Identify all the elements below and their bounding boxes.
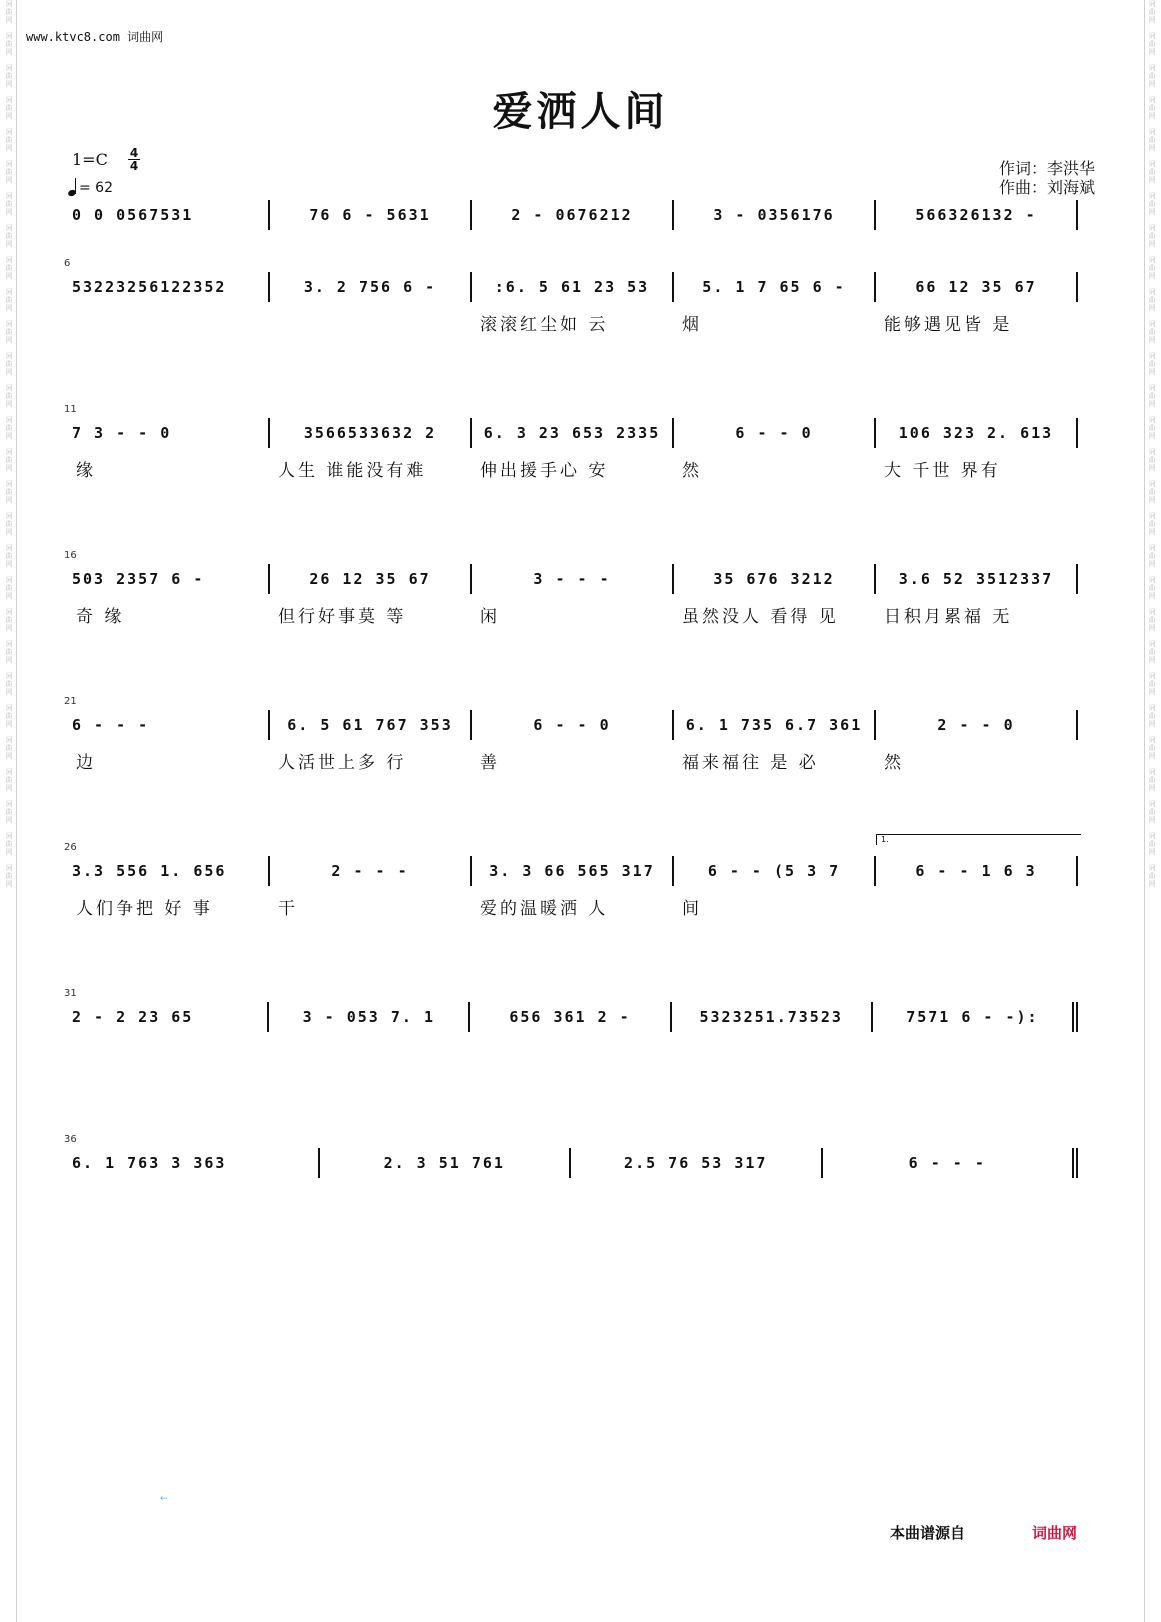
measure-number: 21 (64, 696, 77, 707)
watermark-text: 词曲网 (5, 480, 13, 504)
measure: 2 - 0676212 (472, 200, 674, 230)
site-url: www.ktvc8.com 词曲网 (26, 30, 164, 44)
watermark-text: 词曲网 (5, 576, 13, 600)
lyric-text: 虽然没人 看得 见 (682, 607, 839, 627)
lyric-text: 人们争把 好 事 (76, 899, 213, 919)
lyric-text: 伸出援手心 安 (480, 461, 609, 481)
lyrics-row (68, 602, 1078, 628)
footer-mark: ← (160, 1494, 168, 1504)
measure: 6 - - - (68, 710, 270, 740)
lyrics-row (68, 456, 1078, 482)
measure: 656 361 2 - (470, 1002, 671, 1032)
watermark-text: 词曲网 (5, 96, 13, 120)
tempo-value: = 62 (79, 180, 113, 196)
measure: 6. 5 61 767 353 (270, 710, 472, 740)
watermark-text: 词曲网 (1148, 416, 1156, 440)
notation-row (68, 710, 1078, 740)
watermark-text: 词曲网 (5, 832, 13, 856)
watermark-text: 词曲网 (1148, 832, 1156, 856)
measure: 3 - - - (472, 564, 674, 594)
song-title: 爱洒人间 (492, 88, 669, 135)
lyric-text: 干 (278, 899, 298, 919)
lyric-text: 边 (76, 753, 96, 773)
left-watermark-strip (2, 0, 17, 1622)
lyrics-row (68, 748, 1078, 774)
measure: 503 2357 6 - (68, 564, 270, 594)
measure: 2. 3 51 761 (320, 1148, 572, 1178)
watermark-text: 词曲网 (5, 416, 13, 440)
notation-row (68, 418, 1078, 448)
watermark-text: 词曲网 (5, 800, 13, 824)
notation-row (68, 856, 1078, 886)
watermark-text: 词曲网 (1148, 544, 1156, 568)
watermark-text: 词曲网 (1148, 320, 1156, 344)
lyric-text (270, 310, 472, 336)
watermark-text: 词曲网 (1148, 512, 1156, 536)
measure: 3566533632 2 (270, 418, 472, 448)
watermark-text: 词曲网 (5, 352, 13, 376)
measure: 35 676 3212 (674, 564, 876, 594)
measure: 5. 1 7 65 6 - (674, 272, 876, 302)
composer-credit: 作曲：刘海斌 (998, 178, 1095, 197)
measure: :6. 5 61 23 53 (472, 272, 674, 302)
tempo-marking (68, 180, 113, 196)
watermark-text: 词曲网 (1148, 32, 1156, 56)
measure: 3. 3 66 565 317 (472, 856, 674, 886)
watermark-text: 词曲网 (5, 192, 13, 216)
watermark-text: 词曲网 (1148, 0, 1156, 24)
measure: 26 12 35 67 (270, 564, 472, 594)
notation-row (68, 564, 1078, 594)
watermark-text: 词曲网 (5, 704, 13, 728)
watermark-text: 词曲网 (5, 736, 13, 760)
watermark-text: 词曲网 (5, 256, 13, 280)
measure: 3. 2 756 6 - (270, 272, 472, 302)
lyric-text: 然 (682, 461, 702, 481)
key-label: 1=C (72, 150, 108, 169)
watermark-text: 词曲网 (5, 864, 13, 888)
measure: 6 - - 1 6 3 (876, 856, 1078, 886)
watermark-text: 词曲网 (1148, 608, 1156, 632)
measure: 7 3 - - 0 (68, 418, 270, 448)
lyric-text: 福来福往 是 必 (682, 753, 819, 773)
lyric-text: 日积月累福 无 (884, 607, 1013, 627)
lyric-text: 奇 缘 (76, 607, 125, 627)
lyrics-row (68, 894, 1078, 920)
watermark-text: 词曲网 (5, 672, 13, 696)
lyric-text: 间 (682, 899, 702, 919)
measure: 3 - 053 7. 1 (269, 1002, 470, 1032)
lyric-text: 爱的温暖洒 人 (480, 899, 609, 919)
notation-row (68, 272, 1078, 302)
measure: 6 - - 0 (674, 418, 876, 448)
measure: 0 0 0567531 (68, 200, 270, 230)
watermark-text: 词曲网 (1148, 352, 1156, 376)
measure: 3.3 556 1. 656 (68, 856, 270, 886)
measure: 3 - 0356176 (674, 200, 876, 230)
measure: 6. 1 735 6.7 361 (674, 710, 876, 740)
lyric-text: 大 千世 界有 (884, 461, 1001, 481)
footer-site-link[interactable]: 词曲网 (1032, 1524, 1078, 1542)
lyric-text (876, 894, 1078, 920)
measure: 76 6 - 5631 (270, 200, 472, 230)
measure-number: 16 (64, 550, 77, 561)
notation-row (68, 200, 1078, 230)
watermark-text: 词曲网 (1148, 576, 1156, 600)
watermark-text: 词曲网 (5, 768, 13, 792)
watermark-text: 词曲网 (1148, 256, 1156, 280)
measure: 6 - - 0 (472, 710, 674, 740)
lyric-text: 但行好事莫 等 (278, 607, 407, 627)
measure: 6. 3 23 653 2335 (472, 418, 674, 448)
watermark-text: 词曲网 (5, 640, 13, 664)
measure: 2 - - 0 (876, 710, 1078, 740)
watermark-text: 词曲网 (5, 512, 13, 536)
volta-bracket: 1. (876, 834, 1081, 845)
measure: 66 12 35 67 (876, 272, 1078, 302)
watermark-text: 词曲网 (5, 288, 13, 312)
measure: 2 - 2 23 65 (68, 1002, 269, 1032)
measure: 3.6 52 3512337 (876, 564, 1078, 594)
lyric-text: 善 (480, 753, 500, 773)
watermark-text: 词曲网 (1148, 704, 1156, 728)
measure: 6. 1 763 3 363 (68, 1148, 320, 1178)
key-signature (72, 150, 108, 169)
watermark-text: 词曲网 (5, 160, 13, 184)
watermark-text: 词曲网 (5, 32, 13, 56)
watermark-text: 词曲网 (1148, 288, 1156, 312)
watermark-text: 词曲网 (1148, 480, 1156, 504)
watermark-text: 词曲网 (1148, 128, 1156, 152)
watermark-text: 词曲网 (5, 448, 13, 472)
right-watermark-strip (1144, 0, 1159, 1622)
lyric-text: 闲 (480, 607, 500, 627)
watermark-text: 词曲网 (1148, 160, 1156, 184)
measure-number: 36 (64, 1134, 77, 1145)
time-bottom: 4 (129, 159, 139, 173)
watermark-text: 词曲网 (1148, 768, 1156, 792)
watermark-text: 词曲网 (1148, 96, 1156, 120)
watermark-text: 词曲网 (1148, 224, 1156, 248)
watermark-text: 词曲网 (1148, 736, 1156, 760)
measure: 6 - - (5 3 7 (674, 856, 876, 886)
measure-number: 11 (64, 404, 77, 415)
lyric-text (68, 310, 270, 336)
lyric-text: 人生 谁能没有难 (278, 461, 427, 481)
time-signature (128, 147, 140, 172)
footer-source-label: 本曲谱源自 (890, 1524, 966, 1542)
lyric-text: 滚滚红尘如 云 (480, 315, 609, 335)
watermark-text: 词曲网 (5, 64, 13, 88)
measure-number: 31 (64, 988, 77, 999)
lyricist-credit: 作词：李洪华 (998, 159, 1095, 178)
measure: 566326132 - (876, 200, 1078, 230)
watermark-text: 词曲网 (1148, 448, 1156, 472)
watermark-text: 词曲网 (5, 0, 13, 24)
watermark-text: 词曲网 (1148, 192, 1156, 216)
lyric-text: 能够遇见皆 是 (884, 315, 1013, 335)
lyric-text: 然 (884, 753, 904, 773)
lyric-text: 人活世上多 行 (278, 753, 407, 773)
measure: 5323251.73523 (672, 1002, 873, 1032)
watermark-text: 词曲网 (5, 384, 13, 408)
lyric-text: 烟 (682, 315, 702, 335)
time-top: 4 (129, 146, 139, 160)
watermark-text: 词曲网 (1148, 64, 1156, 88)
watermark-text: 词曲网 (1148, 640, 1156, 664)
measure: 2 - - - (270, 856, 472, 886)
watermark-text: 词曲网 (1148, 864, 1156, 888)
measure: 6 - - - (823, 1148, 1079, 1178)
watermark-text: 词曲网 (1148, 800, 1156, 824)
notation-row (68, 1148, 1078, 1178)
measure: 106 323 2. 613 (876, 418, 1078, 448)
notation-row (68, 1002, 1078, 1032)
watermark-text: 词曲网 (5, 320, 13, 344)
measure: 2.5 76 53 317 (571, 1148, 823, 1178)
lyrics-row (68, 310, 1078, 336)
measure-number: 6 (64, 258, 71, 269)
measure-number: 26 (64, 842, 77, 853)
watermark-text: 词曲网 (5, 128, 13, 152)
watermark-text: 词曲网 (1148, 384, 1156, 408)
watermark-text: 词曲网 (5, 608, 13, 632)
measure: 53223256122352 (68, 272, 270, 302)
watermark-text: 词曲网 (5, 544, 13, 568)
watermark-text: 词曲网 (1148, 672, 1156, 696)
measure: 7571 6 - -): (873, 1002, 1078, 1032)
lyric-text: 缘 (76, 461, 96, 481)
watermark-text: 词曲网 (5, 224, 13, 248)
